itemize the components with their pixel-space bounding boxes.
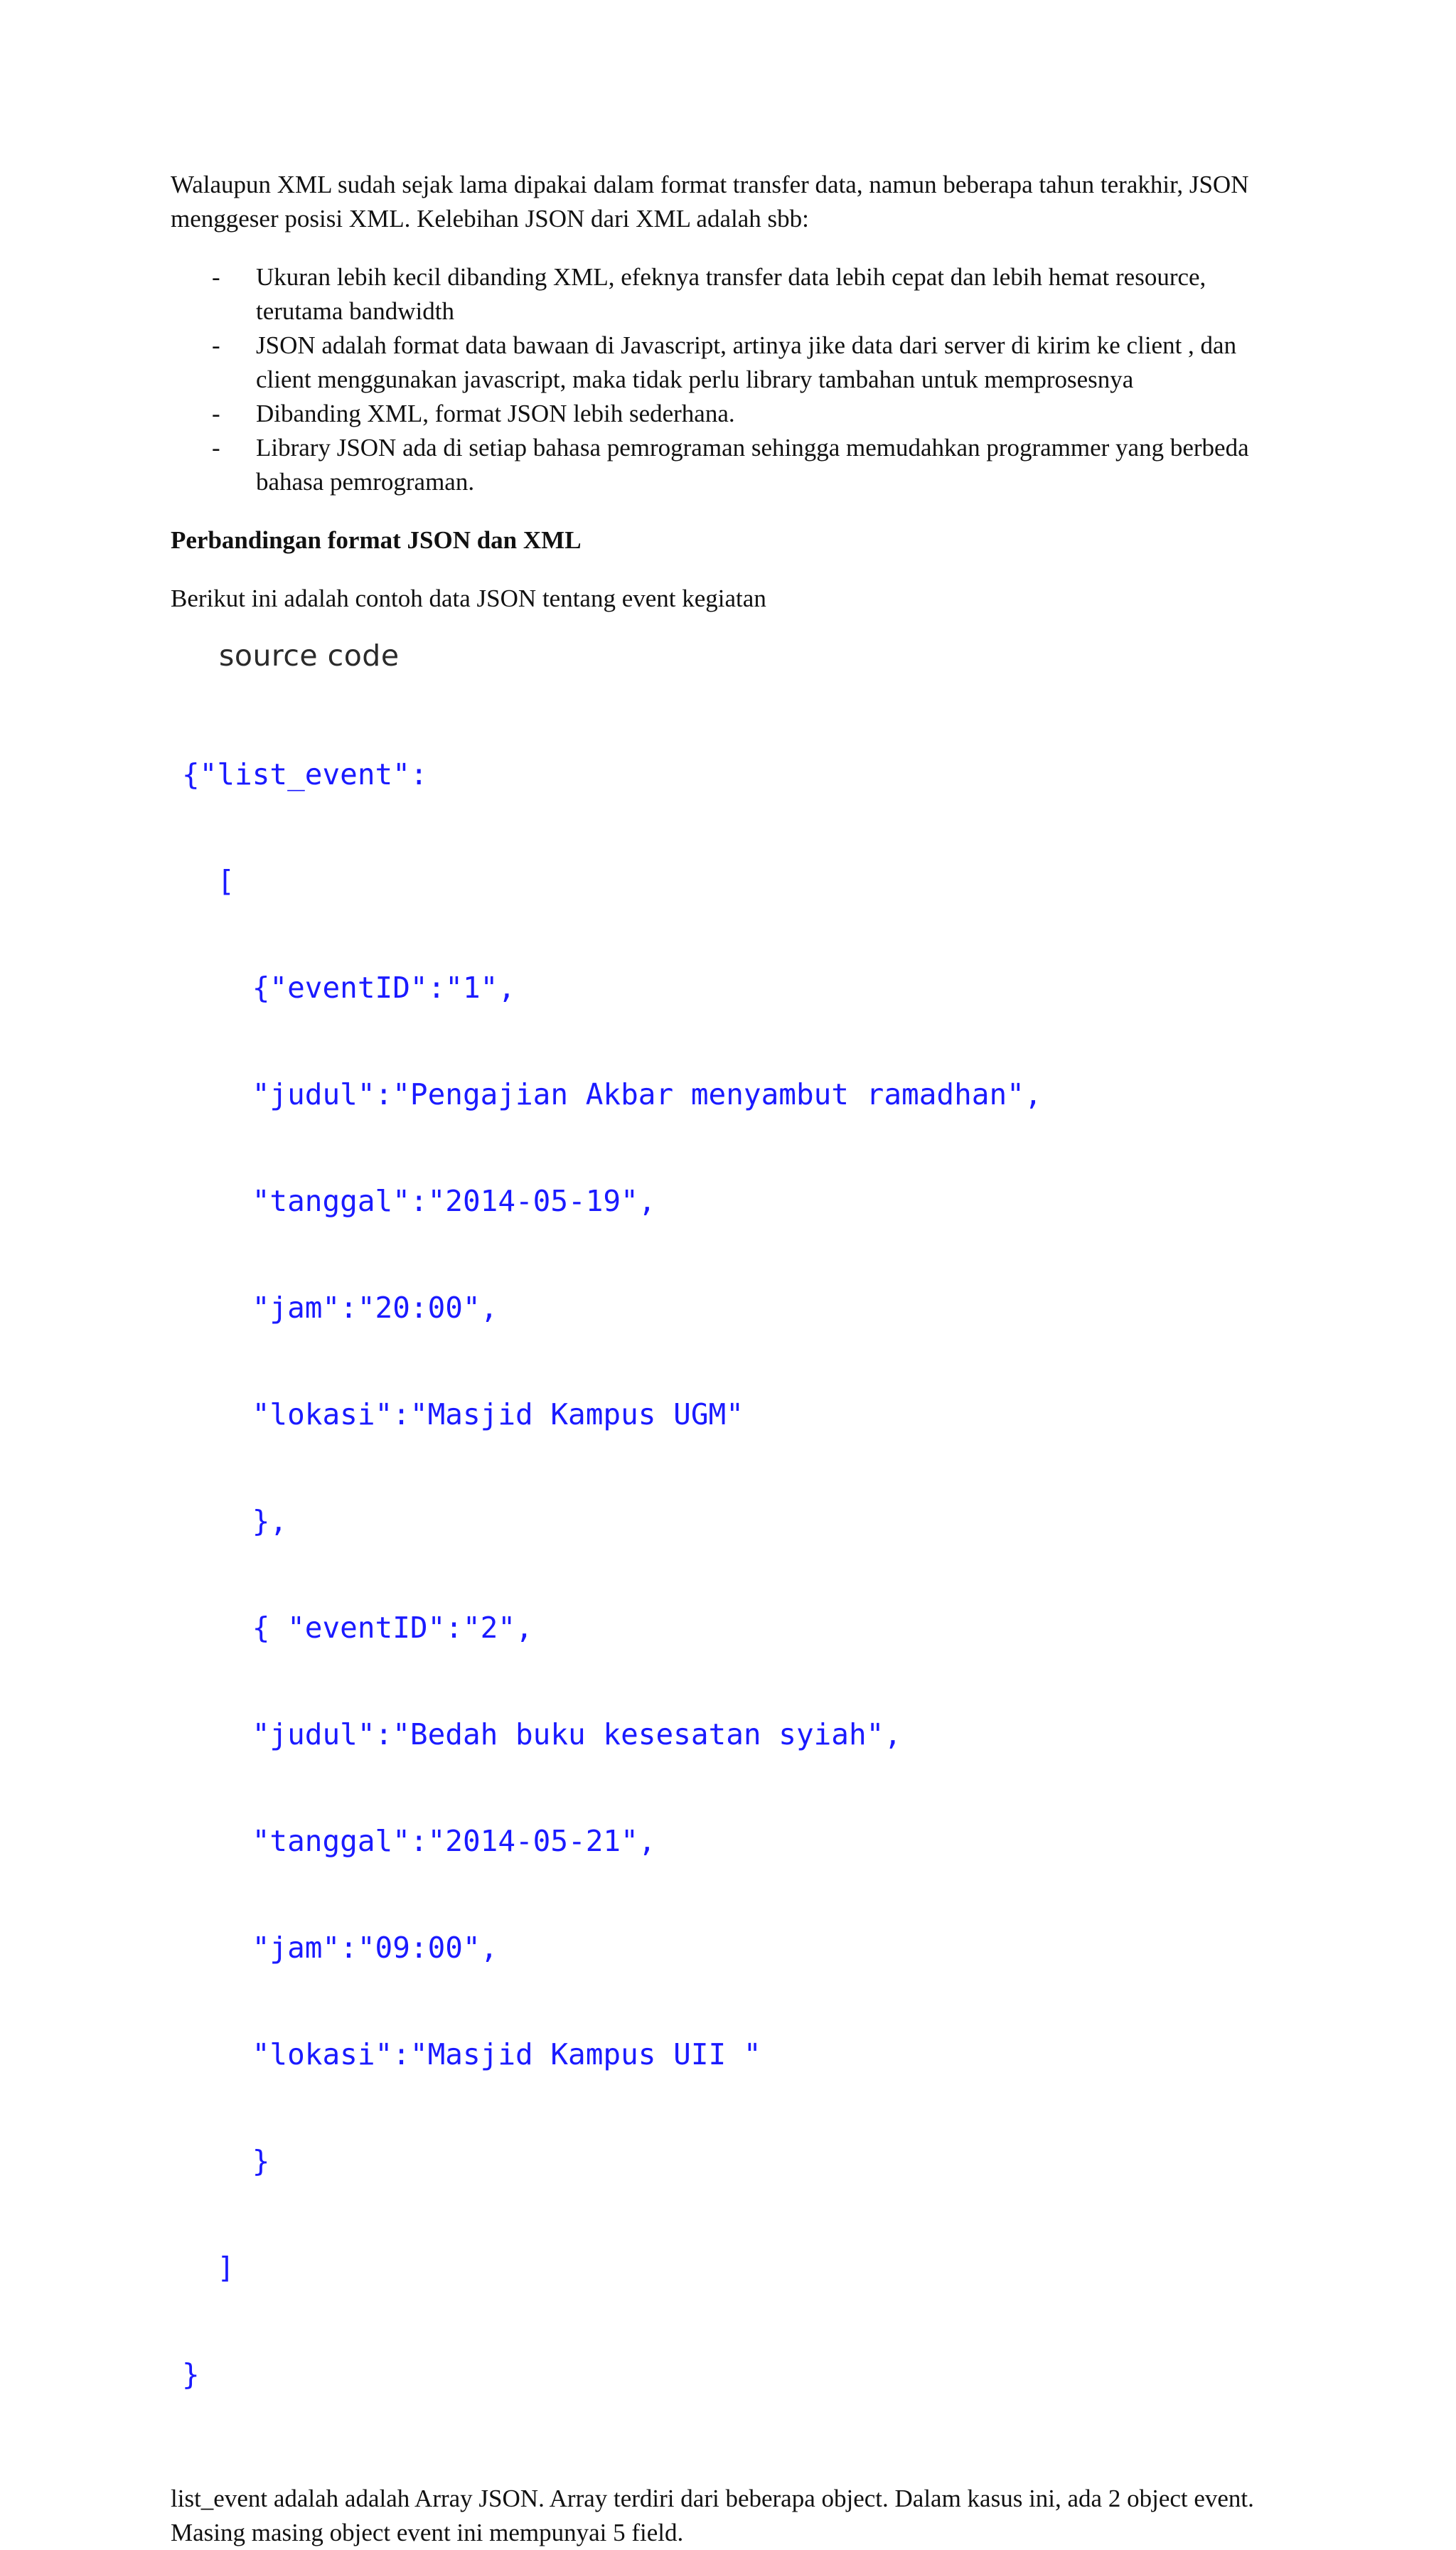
code-line: { "eventID":"2", [182,1611,533,1645]
code-line: "jam":"20:00", [182,1291,498,1325]
bullet-dash: - [212,400,220,427]
intro-paragraph: Walaupun XML sudah sejak lama dipakai dalam format transfer data, namun beberapa tahun terakhir, JSON menggeser posisi XML. Kelebihan JSON dari XML adalah sbb: [171,171,1249,233]
code-line: }, [182,1504,288,1538]
code-line: {"eventID":"1", [182,971,515,1005]
list-item [171,260,1280,329]
list-item [171,329,1280,397]
list-item [171,431,1280,499]
code-line: "lokasi":"Masjid Kampus UII " [182,2037,761,2071]
code-line: "judul":"Bedah buku kesesatan syiah", [182,1717,902,1751]
code-line: "judul":"Pengajian Akbar menyambut ramadhan", [182,1077,1042,1111]
code-line: "tanggal":"2014-05-21", [182,1824,656,1858]
code-block [182,685,1280,2463]
code-line: {"list_event": [182,757,428,791]
closing-paragraph: list_event adalah adalah Array JSON. Array terdiri dari beberapa object. Dalam kasus ini, ada 2 object event. Masing masing object event ini mempunyai 5 field. [171,2485,1254,2546]
code-line: "tanggal":"2014-05-19", [182,1184,656,1218]
code-line: [ [182,864,235,898]
code-label: source code [219,639,400,673]
bullet-dash: - [212,331,220,359]
section-heading: Perbandingan format JSON dan XML [171,526,582,554]
advantages-list [171,260,1280,499]
document-body [171,168,1280,2550]
code-line: } [182,2144,270,2178]
list-item-text: JSON adalah format data bawaan di Javascript, artinya jike data dari server di kirim ke client , dan client menggunakan javascript, maka tidak perlu library tambahan untuk memprosesnya [256,331,1237,393]
list-item-text: Ukuran lebih kecil dibanding XML, efeknya transfer data lebih cepat dan lebih hemat resource, terutama bandwidth [256,263,1206,325]
lead-paragraph: Berikut ini adalah contoh data JSON tentang event kegiatan [171,585,766,612]
bullet-dash: - [212,263,220,291]
bullet-dash: - [212,434,220,462]
list-item-text: Library JSON ada di setiap bahasa pemrograman sehingga memudahkan programmer yang berbeda bahasa pemrograman. [256,434,1249,496]
list-item-text: Dibanding XML, format JSON lebih sederhana. [256,400,735,427]
code-line: "jam":"09:00", [182,1931,498,1965]
code-screenshot [171,636,1280,2463]
list-item [171,397,1280,431]
code-line: ] [182,2251,235,2285]
code-line: } [182,2357,200,2391]
code-line: "lokasi":"Masjid Kampus UGM" [182,1397,744,1431]
